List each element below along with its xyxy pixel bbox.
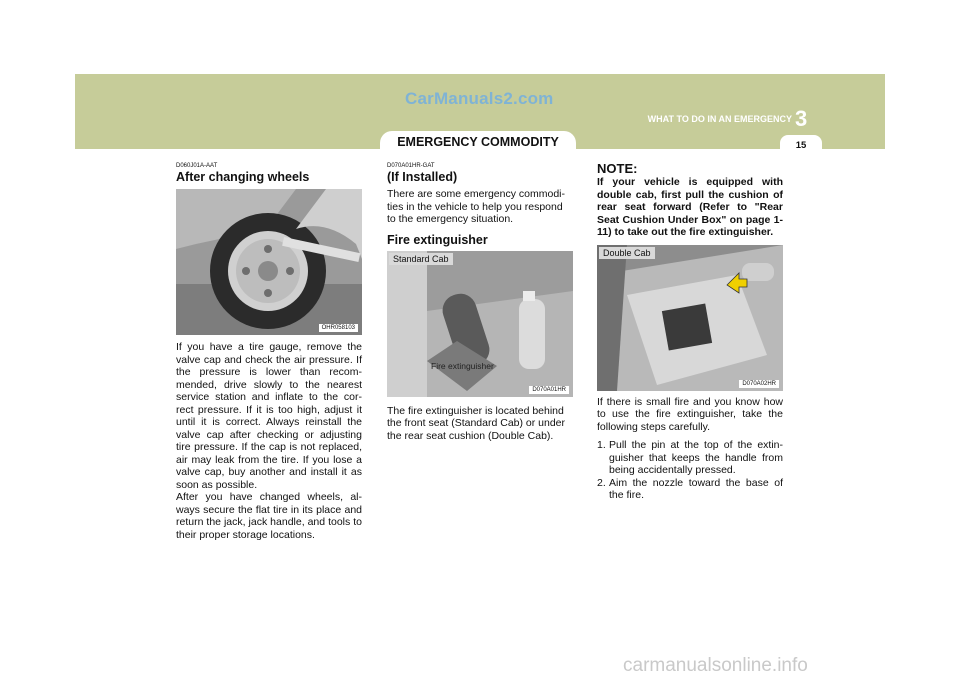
storage-paragraph: After you have changed wheels, al-ways secure the flat tire in its place and return the jack, jack handle, and tools to their proper storage locations.: [176, 491, 362, 541]
section-heading: After changing wheels: [176, 170, 310, 184]
chapter-title: WHAT TO DO IN AN EMERGENCY: [647, 114, 792, 124]
fire-extinguisher-heading: Fire extinguisher: [387, 232, 488, 247]
section-code: D070A01HR-GAT: [387, 163, 435, 169]
location-paragraph: The fire extinguisher is located behind the front seat (Standard Cab) or under the rear seat cushion (Double Cab).: [387, 404, 566, 442]
fire-extinguisher-callout: Fire extinguisher: [431, 360, 494, 371]
section-heading: (If Installed): [387, 170, 458, 184]
double-cab-photo: [597, 245, 783, 391]
step-text: Pull the pin at the top of the extin-guisher that keeps the handle from being accidentally pressed.: [609, 439, 783, 476]
steps-list: [597, 439, 783, 502]
image-tag: Double Cab: [599, 247, 655, 259]
page-number: 15: [780, 135, 822, 153]
standard-cab-photo: [387, 251, 573, 397]
column-after-changing-wheels: [176, 162, 362, 541]
note-body: If your vehicle is equipped with double cab, first pull the cushion of rear seat forward (Refer to "Rear Seat Cushion Under Box" on page 1-11) to take out the fire extinguisher.: [597, 176, 783, 238]
image-tag: Standard Cab: [389, 253, 453, 265]
wheel-photo: [176, 189, 362, 335]
chapter-number: 3: [795, 106, 808, 131]
intro-paragraph: There are some emergency commodi-ties in the vehicle to help you respond to the emergency situation.: [387, 188, 565, 225]
list-item: [597, 477, 783, 502]
step-text: Aim the nozzle toward the base of the fire.: [609, 476, 783, 501]
small-fire-paragraph: If there is small fire and you know how to use the fire extinguisher, take the following steps carefully.: [597, 395, 783, 433]
list-item: [597, 439, 783, 477]
photo-code: D070A02HR: [739, 380, 779, 388]
section-title-tab: EMERGENCY COMMODITY: [380, 131, 576, 151]
photo-code: OHR058103: [319, 324, 358, 332]
wheel-illustration: [176, 189, 362, 335]
extinguisher-illustration: [387, 251, 573, 397]
section-code: D060J01A-AAT: [176, 163, 218, 169]
step-number: 2.: [597, 476, 606, 489]
tire-pressure-paragraph: If you have a tire gauge, remove the valve cap and check the air pressure. If the pressure is lower than recom-mended, drive slowly to the nearest service station and inflate to the cor-rect pressure. If it is too high, adjust it until it is correct. Always reinstall the valve cap after checking or adjusting tire pressure. If the cap is not replaced, air may leak from the tire. If you lose a valve cap, buy another and install it as soon as possible.: [176, 341, 362, 491]
note-title: NOTE:: [597, 161, 638, 176]
site-watermark-top[interactable]: CarManuals2.com: [405, 89, 554, 108]
column-note: [597, 162, 783, 502]
photo-code: D070A01HR: [529, 386, 569, 394]
column-emergency-commodity: [387, 162, 573, 442]
step-number: 1.: [597, 439, 606, 451]
double-cab-illustration: [597, 245, 783, 391]
site-watermark-bottom[interactable]: carmanualsonline.info: [623, 655, 808, 676]
